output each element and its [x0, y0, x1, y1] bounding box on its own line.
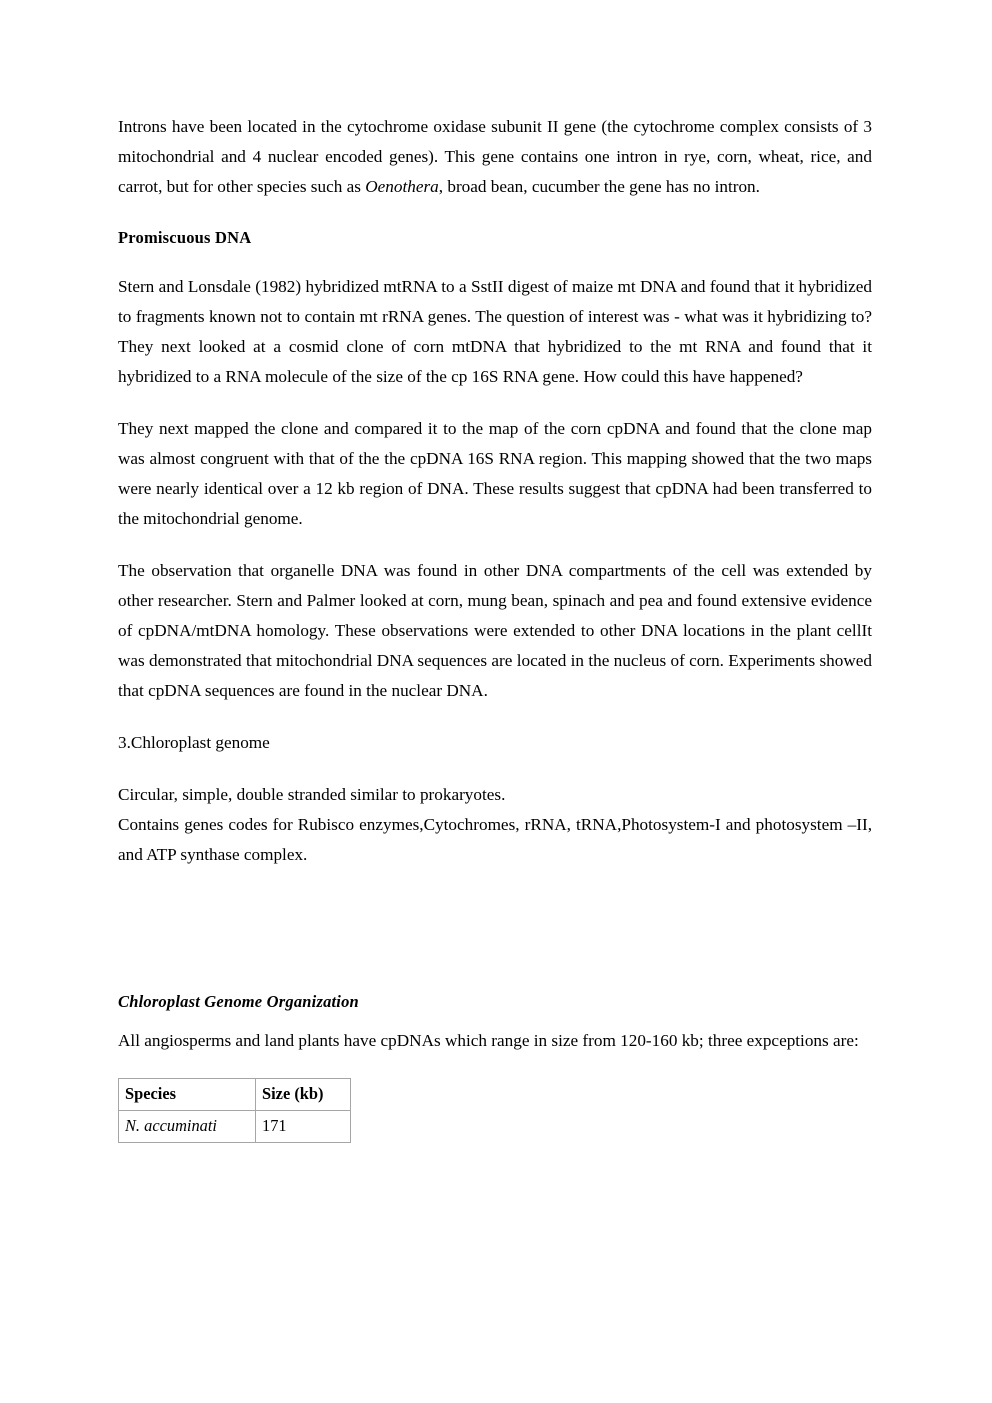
paragraph-organelle-observation: The observation that organelle DNA was found in other DNA compartments of the cell was extended by other researcher. Stern and Palmer looked at corn, mung bean, spinach and pea and found extensive evidence of cpDNA/mtDNA homology. These observations were extended to other DNA locations in the plant cellIt was demonstrated that mitochondrial DNA sequences are located in the nucleus of corn. Experiments showed that cpDNA sequences are found in the nuclear DNA.: [118, 561, 872, 700]
cell-species: N. accuminati: [119, 1111, 256, 1143]
section-spacer: [118, 892, 872, 988]
section-chloroplast-genome: 3.Chloroplast genome: [118, 733, 270, 752]
table-header-row: [119, 1079, 351, 1111]
chloroplast-genome-details: [118, 780, 872, 870]
paragraph-introns-text-part1: Introns have been located in the cytochrome oxidase subunit II gene (the cytochrome complex consists of 3 mitochondrial and 4 nuclear encoded genes). This gene contains one intron in rye, corn, wheat, rice, and carrot, but for other species such as: [118, 117, 872, 196]
column-header-size: Size (kb): [256, 1079, 351, 1111]
paragraph-introns-text-part2: , broad bean, cucumber the gene has no intron.: [438, 177, 760, 196]
chloroplast-detail-line-1: Circular, simple, double stranded similar to prokaryotes.: [118, 785, 506, 804]
paragraph-stern-lonsdale: Stern and Lonsdale (1982) hybridized mtRNA to a SstII digest of maize mt DNA and found that it hybridized to fragments known not to contain mt rRNA genes. The question of interest was - what was it hybridizing to? They next looked at a cosmid clone of corn mtDNA that hybridized to the mt RNA and found that it hybridized to a RNA molecule of the size of the cp 16S RNA gene. How could this have happened?: [118, 277, 872, 386]
heading-promiscuous-dna: Promiscuous DNA: [118, 228, 252, 247]
cell-size: 171: [256, 1111, 351, 1143]
paragraph-angiosperm-sizes: All angiosperms and land plants have cpDNAs which range in size from 120-160 kb; three expceptions are:: [118, 1031, 859, 1050]
column-header-species: Species: [119, 1079, 256, 1111]
table-row: [119, 1111, 351, 1143]
heading-chloroplast-genome-organization: Chloroplast Genome Organization: [118, 992, 359, 1011]
paragraph-introns: [118, 112, 872, 202]
table-body: [119, 1111, 351, 1143]
cpdna-size-table: [118, 1078, 351, 1143]
table-head: [119, 1079, 351, 1111]
paragraph-clone-mapping: They next mapped the clone and compared it to the map of the corn cpDNA and found that the clone map was almost congruent with that of the the cpDNA 16S RNA region. This mapping showed that the two maps were nearly identical over a 12 kb region of DNA. These results suggest that cpDNA had been transferred to the mitochondrial genome.: [118, 419, 872, 528]
species-name-oenothera: Oenothera: [365, 177, 439, 196]
chloroplast-detail-line-2: Contains genes codes for Rubisco enzymes,Cytochromes, rRNA, tRNA,Photosystem-I and photosystem –II, and ATP synthase complex.: [118, 815, 872, 864]
